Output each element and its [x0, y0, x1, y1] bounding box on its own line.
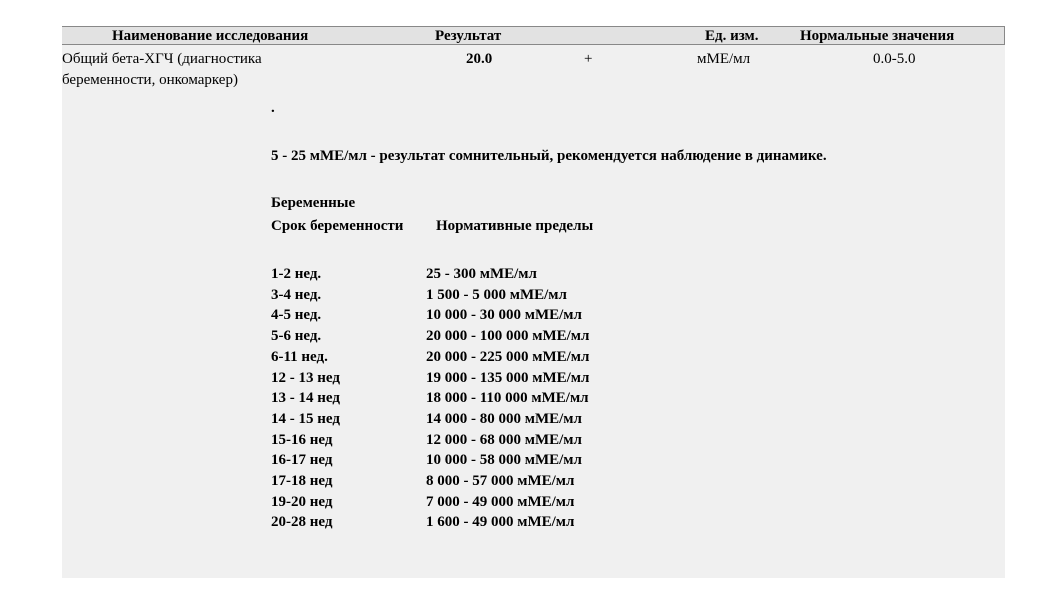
- header-test-name: Наименование исследования: [112, 28, 309, 44]
- test-unit: мМЕ/мл: [697, 51, 751, 67]
- term-cell: 19-20 нед: [271, 493, 333, 510]
- test-flag: +: [584, 51, 593, 67]
- term-cell: 12 - 13 нед: [271, 369, 340, 386]
- term-cell: 15-16 нед: [271, 431, 333, 448]
- test-name-line1: Общий бета-ХГЧ (диагностика: [62, 51, 262, 67]
- range-cell: 19 000 - 135 000 мМЕ/мл: [426, 369, 590, 386]
- test-norm: 0.0-5.0: [873, 51, 916, 67]
- term-cell: 4-5 нед.: [271, 307, 322, 324]
- range-cell: 18 000 - 110 000 мМЕ/мл: [426, 390, 589, 407]
- term-cell: 1-2 нед.: [271, 266, 322, 282]
- range-cell: 1 500 - 5 000 мМЕ/мл: [426, 286, 567, 303]
- term-cell: 16-17 нед: [271, 452, 333, 469]
- range-cell: 20 000 - 100 000 мМЕ/мл: [426, 328, 590, 345]
- term-cell: 13 - 14 нед: [271, 390, 340, 407]
- range-cell: 8 000 - 57 000 мМЕ/мл: [426, 473, 575, 489]
- comment-doubtful: 5 - 25 мМЕ/мл - результат сомнительный, рекомендуется наблюдение в динамике.: [271, 148, 827, 164]
- table-header: [62, 26, 1005, 45]
- test-name-line2: беременности, онкомаркер): [62, 72, 238, 88]
- range-cell: 14 000 - 80 000 мМЕ/мл: [426, 410, 582, 427]
- term-cell: 6-11 нед.: [271, 348, 328, 365]
- range-cell: 10 000 - 30 000 мМЕ/мл: [426, 307, 582, 324]
- term-cell: 5-6 нед.: [271, 328, 322, 345]
- header-norm: Нормальные значения: [800, 28, 955, 44]
- range-cell: 1 600 - 49 000 мМЕ/мл: [426, 514, 575, 531]
- test-result: 20.0: [466, 51, 493, 67]
- header-unit: Ед. изм.: [705, 28, 759, 44]
- lab-report-sheet: [62, 26, 1005, 578]
- col-term-header: Срок беременности: [271, 218, 404, 234]
- term-cell: 3-4 нед.: [271, 286, 322, 303]
- term-cell: 17-18 нед: [271, 473, 333, 489]
- range-cell: 20 000 - 225 000 мМЕ/мл: [426, 348, 590, 365]
- range-cell: 10 000 - 58 000 мМЕ/мл: [426, 452, 582, 469]
- col-limits-header: Нормативные пределы: [436, 218, 594, 234]
- comment-dot: .: [271, 100, 275, 116]
- term-cell: 14 - 15 нед: [271, 410, 340, 427]
- term-cell: 20-28 нед: [271, 514, 333, 531]
- range-cell: 12 000 - 68 000 мМЕ/мл: [426, 431, 582, 448]
- range-cell: 25 - 300 мМЕ/мл: [426, 266, 537, 282]
- header-result: Результат: [435, 28, 502, 44]
- pregnant-title: Беременные: [271, 195, 356, 211]
- range-cell: 7 000 - 49 000 мМЕ/мл: [426, 493, 575, 510]
